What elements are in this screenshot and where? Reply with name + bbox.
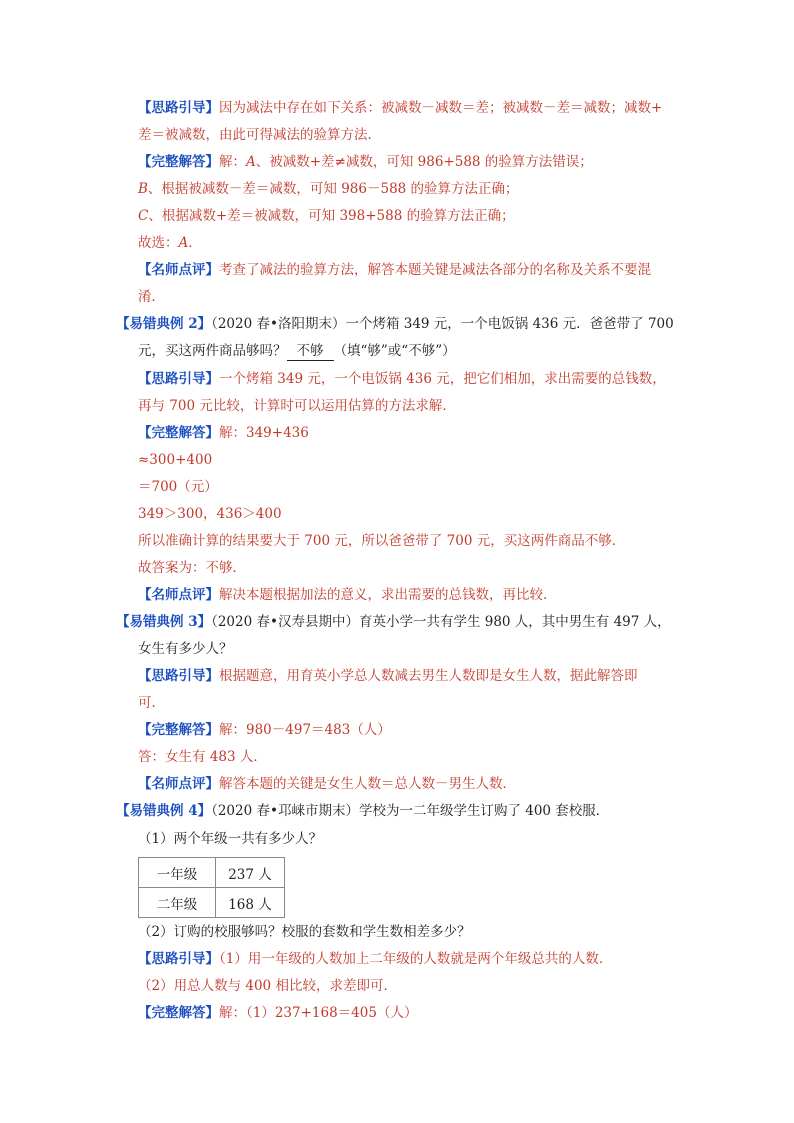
ex4-jieda-text: 解：（1）237+168＝405（人） <box>219 1005 418 1021</box>
ex2-question-line-1 <box>116 315 674 333</box>
jieda-label: 【完整解答】 <box>138 154 219 170</box>
jieda-label: 【完整解答】 <box>138 722 219 738</box>
ex3-question-text-1: （2020 春•汉寿县期中）育英小学一共有学生 980 人，其中男生有 497 人， <box>211 614 671 630</box>
ex1-option-a: A <box>246 154 256 170</box>
ex3-silu-text-1: 根据题意，用育英小学总人数减去男生人数即是女生人数，据此解答即 <box>219 668 638 684</box>
ex2-question-suffix: （填“够”或“不够”） <box>333 343 456 359</box>
ex1-jieda-line-1 <box>138 153 593 171</box>
ex4-question <box>116 802 609 820</box>
ex4-question-text: （2020 春•邛崃市期末）学校为一二年级学生订购了 400 套校服． <box>211 803 610 819</box>
ex2-calc-3: 349＞300，436＞400 <box>138 506 282 522</box>
silu-label: 【思路引导】 <box>138 668 219 684</box>
ex2-question-prefix: 元，买这两件商品够吗？ <box>138 343 287 359</box>
table-cell-count: 237 人 <box>216 858 285 888</box>
ex1-guxuan-prefix: 故选： <box>138 235 179 251</box>
table-cell-grade: 一年级 <box>139 858 216 888</box>
silu-label: 【思路引导】 <box>138 951 219 967</box>
ex3-jieda-text: 解：980－497＝483（人） <box>219 722 391 738</box>
ex2-calc-1: ≈300+400 <box>138 452 213 468</box>
ex1-option-c: C <box>138 208 149 224</box>
ex3-silu-line-1 <box>138 667 638 685</box>
table-row <box>139 858 285 888</box>
ex2-question-text-1: （2020 春•洛阳期末）一个烤箱 349 元，一个电饭锅 436 元．爸爸带了 700 <box>211 316 674 332</box>
dianping-label: 【名师点评】 <box>138 587 219 603</box>
ex2-dianping <box>138 586 557 604</box>
ex1-jieda-line-b <box>138 180 519 198</box>
table-cell-count: 168 人 <box>216 888 285 918</box>
dianping-label: 【名师点评】 <box>138 262 219 278</box>
ex1-dianping-text-1: 考查了减法的验算方法，解答本题关键是减法各部分的名称及关系不要混 <box>219 262 651 278</box>
table-cell-grade: 二年级 <box>139 888 216 918</box>
ex1-dianping-line-1 <box>138 261 651 279</box>
ex2-jieda-text-1: 解：349+436 <box>219 425 309 441</box>
ex1-jieda-prefix: 解： <box>219 154 246 170</box>
ex1-silu-line-2: 差＝被减数，由此可得减法的验算方法． <box>138 127 381 143</box>
ex4-jieda <box>138 1004 417 1022</box>
ex2-silu-line-1 <box>138 370 666 388</box>
silu-label: 【思路引导】 <box>138 371 219 387</box>
ex3-label: 【易错典例 3】 <box>116 614 212 630</box>
ex1-guxuan-suffix: ． <box>188 235 202 251</box>
ex2-question-line-2 <box>138 342 456 361</box>
table-row <box>139 888 285 918</box>
ex2-calc-4: 所以准确计算的结果要大于 700 元，所以爸爸带了 700 元，买这两件商品不够． <box>138 533 626 549</box>
silu-label: 【思路引导】 <box>138 100 219 116</box>
ex1-silu-text-1: 因为减法中存在如下关系：被减数－减数＝差；被减数－差＝减数；减数+ <box>219 100 663 116</box>
ex2-label: 【易错典例 2】 <box>116 316 212 332</box>
grade-count-table <box>138 857 285 918</box>
ex1-silu-line-1 <box>138 99 662 117</box>
ex1-option-b: B <box>138 181 148 197</box>
ex4-sub-question-2: （2）订购的校服够吗？校服的套数和学生数相差多少？ <box>138 924 471 940</box>
ex4-sub-question-1: （1）两个年级一共有多少人？ <box>138 831 323 847</box>
dianping-label: 【名师点评】 <box>138 776 219 792</box>
ex2-dianping-text: 解决本题根据加法的意义，求出需要的总钱数，再比较． <box>219 587 557 603</box>
ex2-calc-2: ＝700（元） <box>138 479 218 495</box>
ex2-silu-text-1: 一个烤箱 349 元，一个电饭锅 436 元，把它们相加，求出需要的总钱数， <box>219 371 666 387</box>
ex3-dianping <box>138 775 516 793</box>
ex3-question-line-2: 女生有多少人？ <box>138 641 233 657</box>
ex1-jieda-text-1: 、被减数+差≠减数，可知 986+588 的验算方法错误； <box>255 154 593 170</box>
ex1-jieda-text-c: 、根据减数+差＝被减数，可知 398+588 的验算方法正确； <box>148 208 515 224</box>
ex3-question-line-1 <box>116 613 671 631</box>
ex4-silu-line-1 <box>138 950 612 968</box>
ex2-answer-blank: 不够 <box>287 342 334 361</box>
ex3-jieda <box>138 721 391 739</box>
ex4-label: 【易错典例 4】 <box>116 803 212 819</box>
jieda-label: 【完整解答】 <box>138 1005 219 1021</box>
ex3-silu-line-2: 可． <box>138 695 165 711</box>
jieda-label: 【完整解答】 <box>138 425 219 441</box>
ex4-silu-text-1: （1）用一年级的人数加上二年级的人数就是两个年级总共的人数． <box>219 951 613 967</box>
ex1-dianping-line-2: 淆． <box>138 289 165 305</box>
ex3-da: 答：女生有 483 人． <box>138 749 267 765</box>
ex2-jieda-line-1 <box>138 424 309 442</box>
ex2-silu-line-2: 再与 700 元比较，计算时可以运用估算的方法求解． <box>138 398 456 414</box>
ex3-dianping-text: 解答本题的关键是女生人数＝总人数－男生人数． <box>219 776 516 792</box>
ex4-silu-line-2: （2）用总人数与 400 相比较，求差即可． <box>138 978 397 994</box>
ex1-jieda-line-c <box>138 207 515 225</box>
ex1-jieda-text-b: 、根据被减数－差＝减数，可知 986－588 的验算方法正确； <box>147 181 519 197</box>
ex1-guxuan-answer: A <box>178 235 189 251</box>
ex1-guxuan <box>138 234 202 252</box>
ex2-answer: 故答案为：不够． <box>138 560 246 576</box>
